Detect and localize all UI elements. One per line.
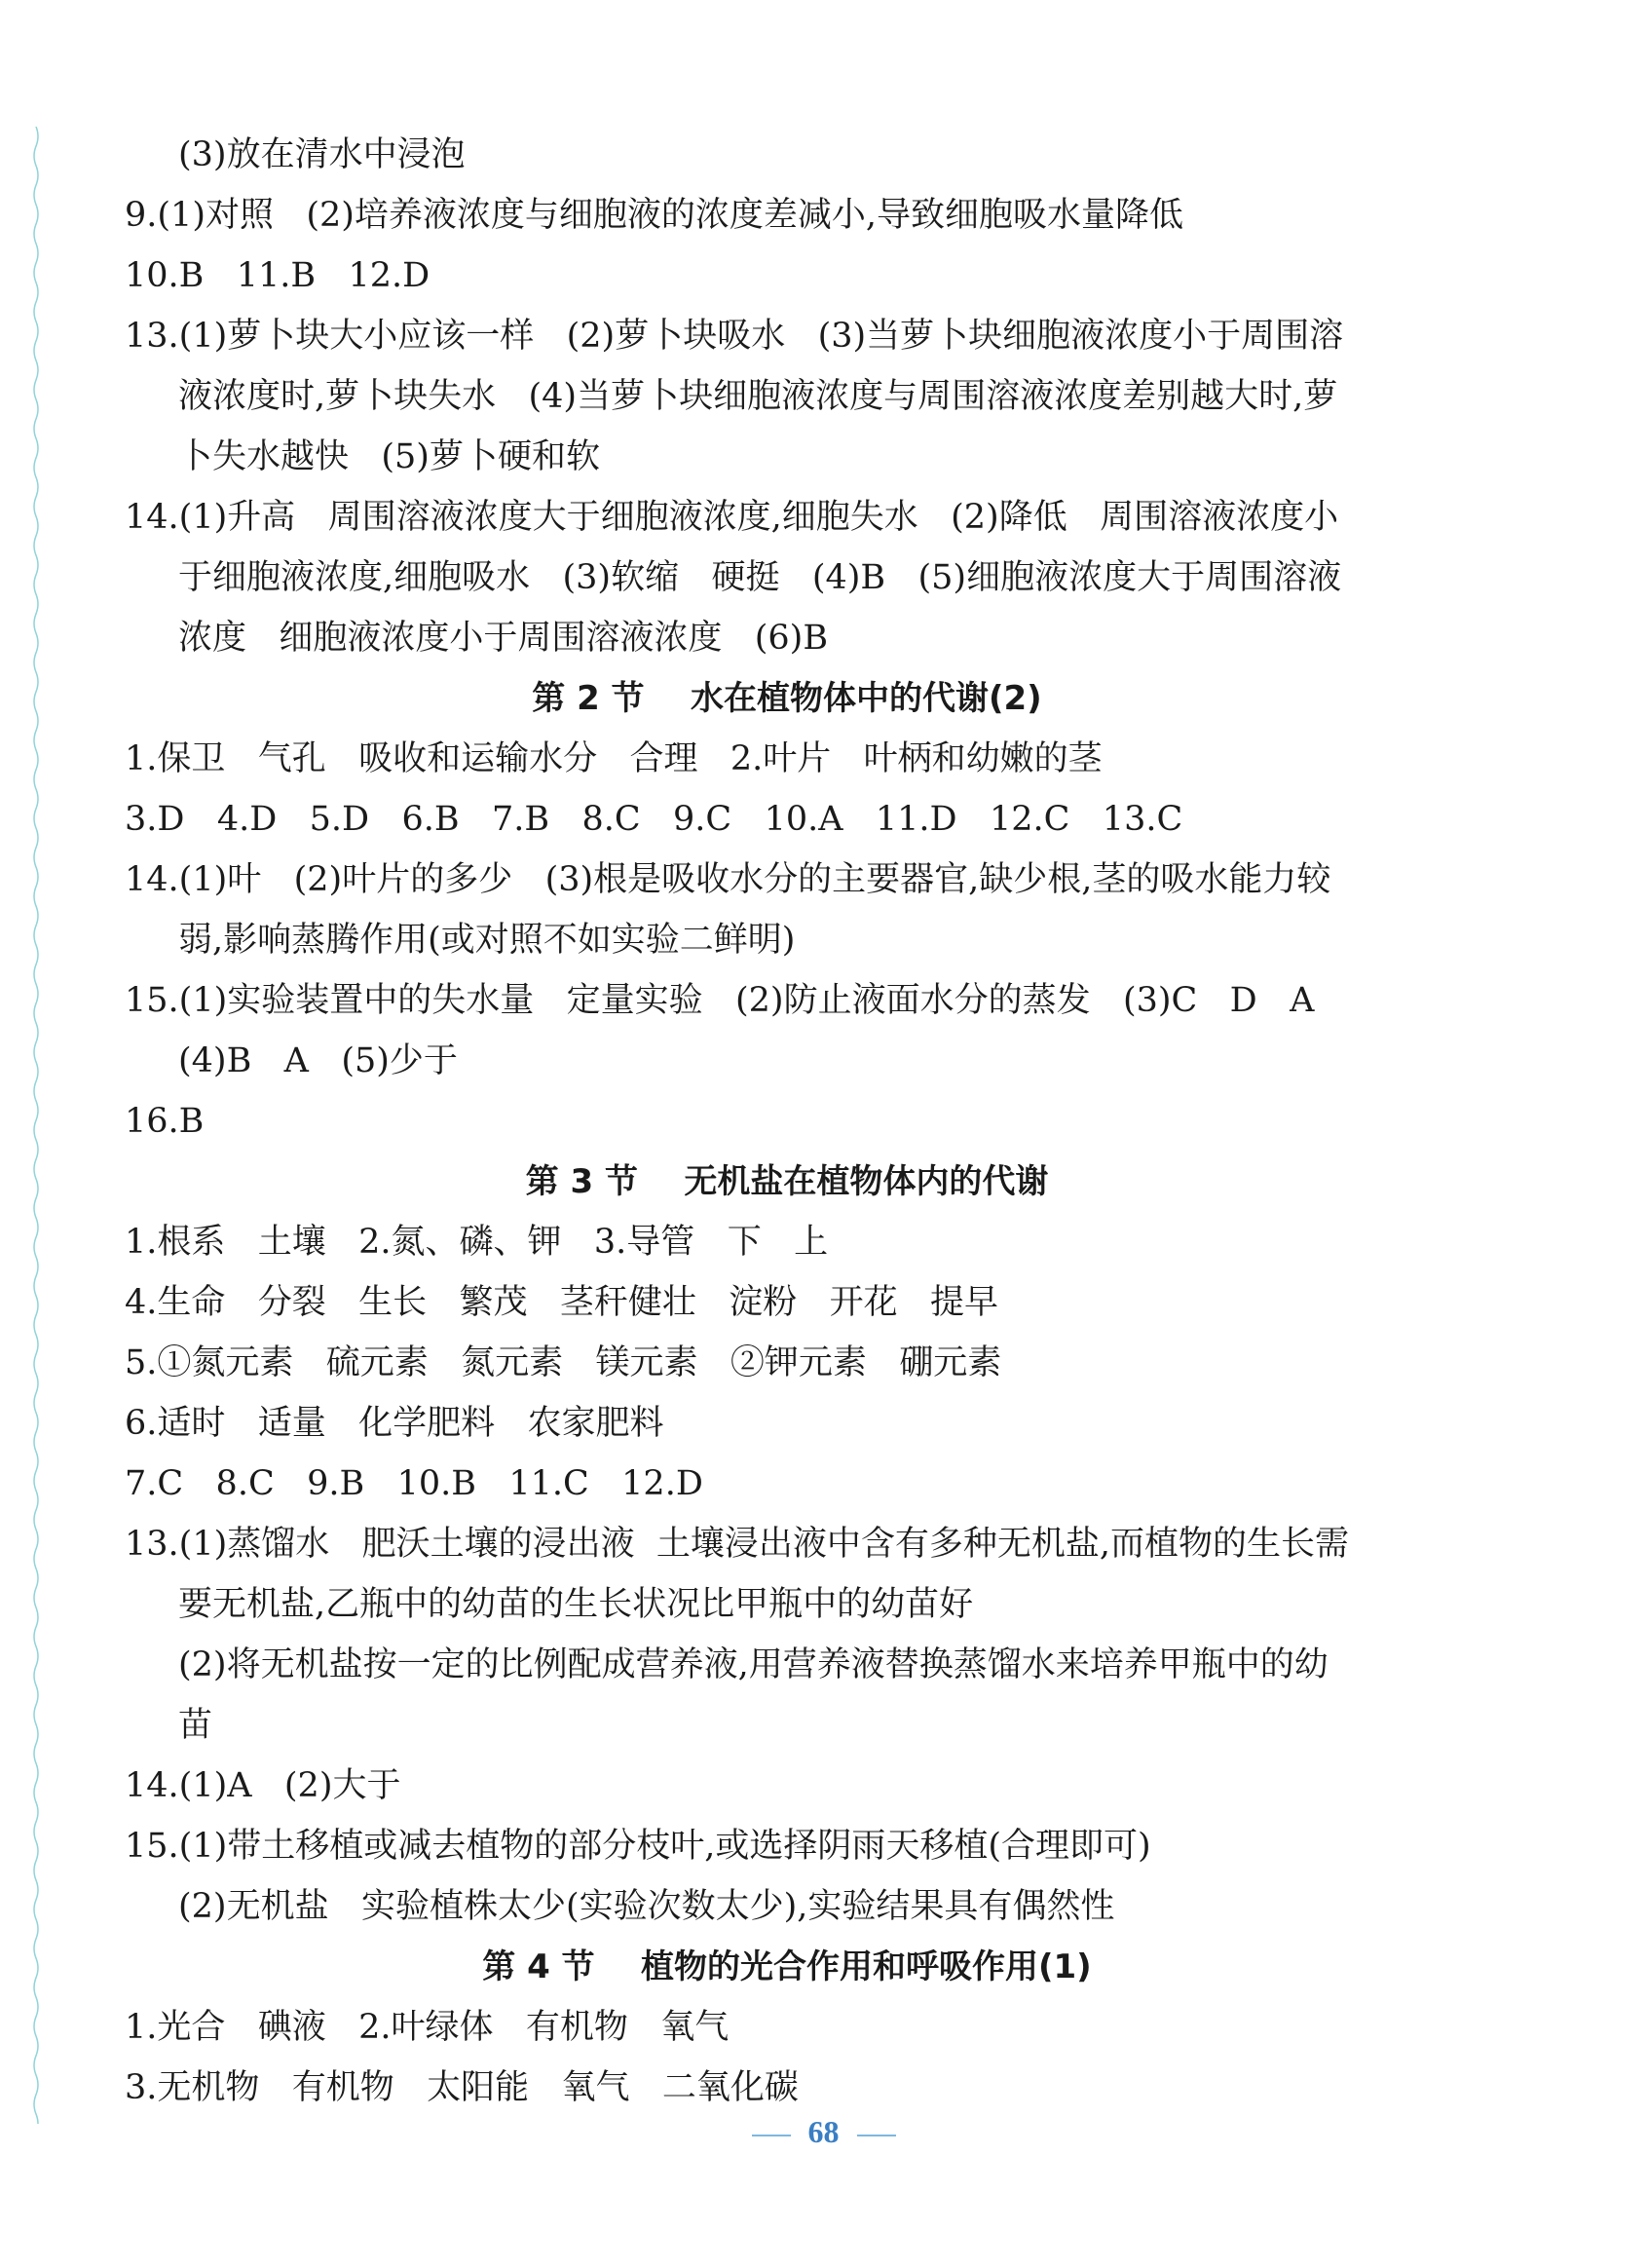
answer-line: 14.(1)A (2)大于 [125,1766,401,1805]
answer-line: 液浓度时,萝卜块失水 (4)当萝卜块细胞液浓度与周围溶液浓度差别越大时,萝 [178,377,1338,416]
answer-line: 4.生命 分裂 生长 繁茂 茎秆健壮 淀粉 开花 提早 [125,1283,999,1322]
answer-line: 1.保卫 气孔 吸收和运输水分 合理 2.叶片 叶柄和幼嫩的茎 [125,739,1103,778]
answer-line: 苗 [178,1706,213,1745]
answer-content [125,125,1449,2118]
answer-line: (2)将无机盐按一定的比例配成营养液,用营养液替换蒸馏水来培养甲瓶中的幼 [178,1645,1329,1684]
footer-dash-left [752,2135,791,2136]
answer-line: 14.(1)叶 (2)叶片的多少 (3)根是吸收水分的主要器官,缺少根,茎的吸水能力较 [125,860,1331,899]
margin-decoration [31,127,41,2124]
answer-line: 卜失水越快 (5)萝卜硬和软 [178,437,600,476]
answer-line: 6.适时 适量 化学肥料 农家肥料 [125,1404,664,1443]
answer-line: 16.B [125,1102,205,1141]
answer-line: 13.(1)萝卜块大小应该一样 (2)萝卜块吸水 (3)当萝卜块细胞液浓度小于周围溶 [125,317,1344,356]
answer-line: 7.C 8.C 9.B 10.B 11.C 12.D [125,1464,703,1503]
answer-line: 15.(1)带土移植或减去植物的部分枝叶,或选择阴雨天移植(合理即可) [125,1827,1151,1866]
answer-line: 9.(1)对照 (2)培养液浓度与细胞液的浓度差减小,导致细胞吸水量降低 [125,196,1184,235]
answer-line: 13.(1)蒸馏水 肥沃土壤的浸出液 土壤浸出液中含有多种无机盐,而植物的生长需 [125,1525,1349,1564]
answer-line: 15.(1)实验装置中的失水量 定量实验 (2)防止液面水分的蒸发 (3)C D A [125,981,1315,1020]
answer-line: (4)B A (5)少于 [178,1041,458,1080]
section-heading: 第 4 节 植物的光合作用和呼吸作用(1) [482,1947,1092,1986]
answer-line: (3)放在清水中浸泡 [178,135,466,174]
answer-line: 5.①氮元素 硫元素 氮元素 镁元素 ②钾元素 硼元素 [125,1343,1002,1382]
answer-line: 1.根系 土壤 2.氮、磷、钾 3.导管 下 上 [125,1223,829,1262]
answer-line: 于细胞液浓度,细胞吸水 (3)软缩 硬挺 (4)B (5)细胞液浓度大于周围溶液 [178,558,1342,597]
answer-line: 3.无机物 有机物 太阳能 氧气 二氧化碳 [125,2068,799,2107]
answer-line: (2)无机盐 实验植株太少(实验次数太少),实验结果具有偶然性 [178,1887,1115,1926]
answer-line: 3.D 4.D 5.D 6.B 7.B 8.C 9.C 10.A 11.D 12.C 13.C [125,800,1183,839]
answer-line: 10.B 11.B 12.D [125,256,430,295]
footer-dash-right [857,2135,896,2136]
section-heading: 第 3 节 无机盐在植物体内的代谢 [525,1162,1049,1201]
page-footer [0,2114,1647,2150]
answer-line: 14.(1)升高 周围溶液浓度大于细胞液浓度,细胞失水 (2)降低 周围溶液浓度小 [125,498,1339,537]
section-heading: 第 2 节 水在植物体中的代谢(2) [532,679,1042,718]
answer-line: 弱,影响蒸腾作用(或对照不如实验二鲜明) [178,921,796,960]
page-number: 68 [807,2114,840,2149]
answer-line: 要无机盐,乙瓶中的幼苗的生长状况比甲瓶中的幼苗好 [178,1585,974,1624]
answer-line: 1.光合 碘液 2.叶绿体 有机物 氧气 [125,2008,730,2047]
answer-line: 浓度 细胞液浓度小于周围溶液浓度 (6)B [178,619,829,658]
